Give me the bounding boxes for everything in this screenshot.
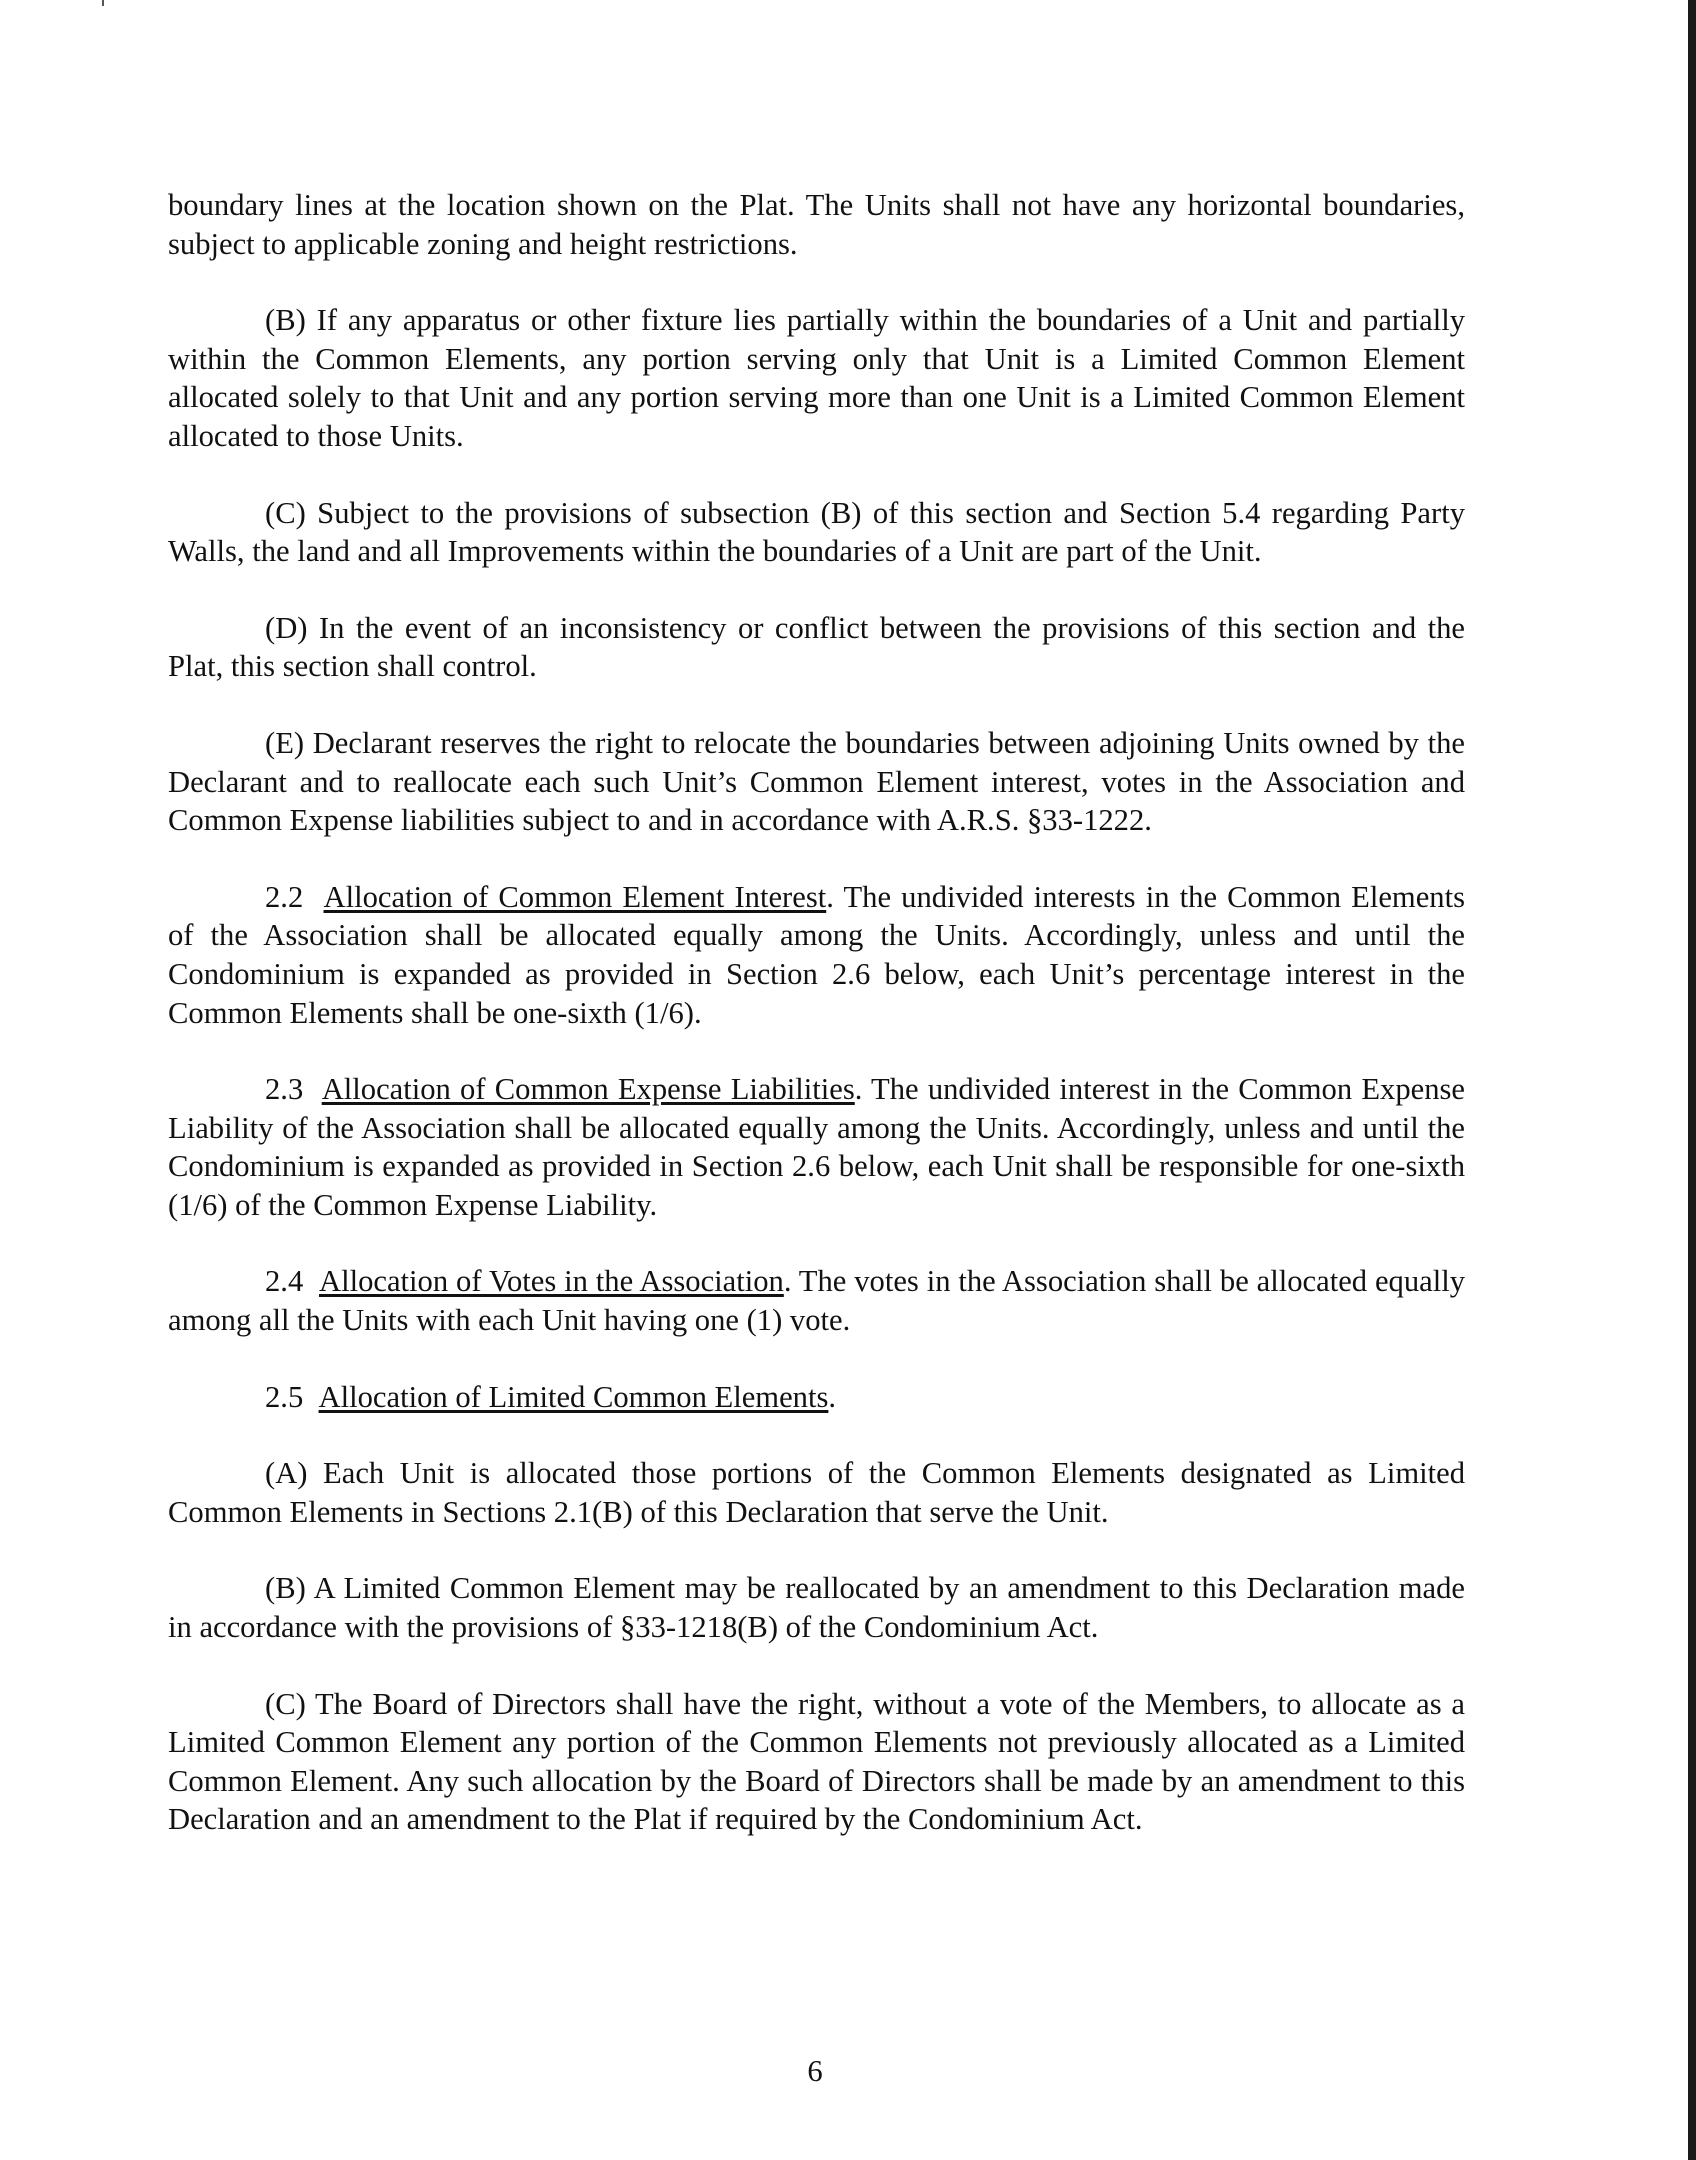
page-number: 6 xyxy=(807,2054,823,2088)
section-heading: Allocation of Common Element Interest xyxy=(323,879,827,914)
paragraph-subsection-c: (C) Subject to the provisions of subsection (B) of this section and Section 5.4 regarding Party Walls, the land and all Improvements within the boundaries of a Unit are part of the Unit. xyxy=(168,495,1465,569)
section-number: 2.5 xyxy=(265,1379,304,1414)
section-text: . The undivided interest in the Common Expense Liability of the Association shall be allocated equally among the Units. Accordingly, unless and until the Condominium is expanded as provided in Section 2.6 below, each Unit shall be responsible for one-sixth (1/6) of the Common Expense Liability. xyxy=(168,1072,1466,1222)
section-2-2 xyxy=(168,878,1465,1032)
section-2-4 xyxy=(168,1262,1465,1339)
section-text: . xyxy=(828,1379,837,1414)
document-body xyxy=(168,186,1465,1839)
section-number: 2.3 xyxy=(265,1072,304,1107)
section-heading: Allocation of Common Expense Liabilities xyxy=(321,1072,855,1107)
paragraph-subsection-b: (B) If any apparatus or other fixture lies partially within the boundaries of a Unit and partially within the Common Elements, any portion serving only that Unit is a Limited Common Element allocated solely to that Unit and any portion serving more than one Unit is a Limited Common Element allocated to those Units. xyxy=(168,303,1465,453)
section-text: . The undivided interests in the Common Elements of the Association shall be allocated equally among the Units. Accordingly, unless and until the Condominium is expanded as provided in Section 2.6 below, each Unit’s percentage interest in the Common Elements shall be one-sixth (1/6). xyxy=(168,879,1466,1030)
scan-artifact-mark xyxy=(102,0,104,6)
paragraph-subsection-e: (E) Declarant reserves the right to relocate the boundaries between adjoining Units owned by the Declarant and to reallocate each such Unit’s Common Element interest, votes in the Association and Common Expense liabilities subject to and in accordance with A.R.S. §33-1222. xyxy=(168,725,1465,838)
section-number: 2.2 xyxy=(265,879,304,914)
paragraph-2-5-a: (A) Each Unit is allocated those portions of the Common Elements designated as Limited Common Elements in Sections 2.1(B) of this Declaration that serve the Unit. xyxy=(168,1456,1465,1529)
paragraph-2-5-b: (B) A Limited Common Element may be reallocated by an amendment to this Declaration made in accordance with the provisions of §33-1218(B) of the Condominium Act. xyxy=(168,1571,1465,1645)
section-text: . The votes in the Association shall be allocated equally among all the Units with each Unit having one (1) vote. xyxy=(168,1264,1465,1338)
section-2-3 xyxy=(168,1070,1465,1224)
section-2-5 xyxy=(168,1378,1465,1417)
paragraph-2-5-c: (C) The Board of Directors shall have the right, without a vote of the Members, to allocate as a Limited Common Element any portion of the Common Elements not previously allocated as a Limited Common Element. Any such allocation by the Board of Directors shall be made by an amendment to this Declaration and an amendment to the Plat if required by the Condominium Act. xyxy=(168,1686,1465,1837)
section-heading: Allocation of Votes in the Association xyxy=(319,1264,784,1299)
scan-edge-shadow xyxy=(1688,0,1696,2160)
paragraph-subsection-d: (D) In the event of an inconsistency or conflict between the provisions of this section and the Plat, this section shall control. xyxy=(168,610,1465,684)
section-number: 2.4 xyxy=(265,1264,304,1299)
section-heading: Allocation of Limited Common Elements xyxy=(318,1379,829,1414)
paragraph-boundary-continuation: boundary lines at the location shown on the Plat. The Units shall not have any horizontal boundaries, subject to applicable zoning and height restrictions. xyxy=(168,188,1465,261)
